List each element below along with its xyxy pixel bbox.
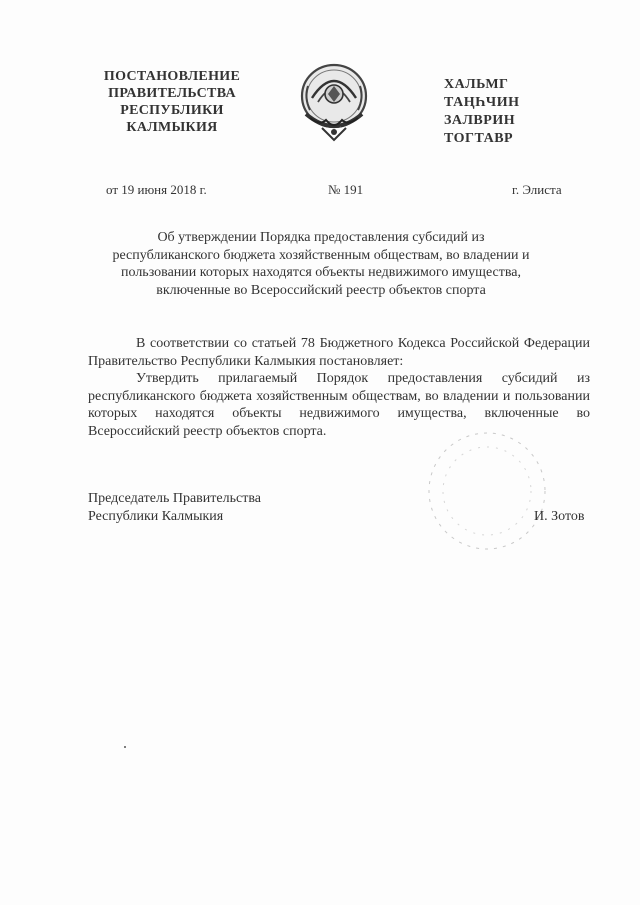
- document-number: № 191: [328, 182, 364, 197]
- header-left-line: ПОСТАНОВЛЕНИЕ: [103, 69, 241, 84]
- header-right-line: ТОГТАВР: [444, 131, 514, 146]
- body-paragraph-resolution: Утвердить прилагаемый Порядок предоставления субсидий из республиканского бюджета хозяйственным обществам, во владении и пользовании которых находятся объекты недвижимого имущества, включенные во Всероссийский реестр объектов спорта.: [88, 371, 590, 439]
- scan-speck: [340, 126, 341, 127]
- header-left-line: КАЛМЫКИЯ: [126, 120, 218, 135]
- scan-speck: [124, 746, 126, 748]
- header-left-line: РЕСПУБЛИКИ: [120, 103, 224, 118]
- faded-stamp-mark: [412, 426, 562, 556]
- document-title: [80, 229, 562, 299]
- title-line: республиканского бюджета хозяйственным обществам, во владении и: [112, 247, 530, 263]
- header-right-line: ЗАЛВРИН: [444, 113, 516, 128]
- signatory-position-line: Председатель Правительства: [88, 491, 261, 506]
- header-title-kalmyk: [444, 76, 574, 148]
- body-paragraph-preamble: В соответствии со статьей 78 Бюджетного Кодекса Российской Федерации Правительство Республики Калмыкия постановляет:: [88, 336, 590, 369]
- title-line: включенные во Всероссийский реестр объектов спорта: [156, 282, 486, 298]
- signatory-name: И. Зотов: [534, 509, 585, 524]
- header-title-russian: [92, 68, 252, 136]
- document-date: от 19 июня 2018 г.: [106, 182, 207, 197]
- signatory-position-line: Республики Калмыкия: [88, 508, 224, 524]
- document-city: г. Элиста: [512, 182, 562, 197]
- title-line: пользовании которых находятся объекты недвижимого имущества,: [121, 265, 521, 280]
- document-body: [88, 335, 590, 440]
- document-meta-row: [0, 182, 640, 200]
- header-left-line: ПРАВИТЕЛЬСТВА: [108, 86, 236, 101]
- coat-of-arms-icon: [292, 56, 376, 144]
- header-right-line: ХАЛЬМГ: [444, 77, 509, 92]
- signatory-position: [88, 490, 261, 525]
- header-right-line: ТАҢҺЧИН: [444, 95, 520, 110]
- title-line: Об утверждении Порядка предоставления субсидий из: [157, 230, 485, 245]
